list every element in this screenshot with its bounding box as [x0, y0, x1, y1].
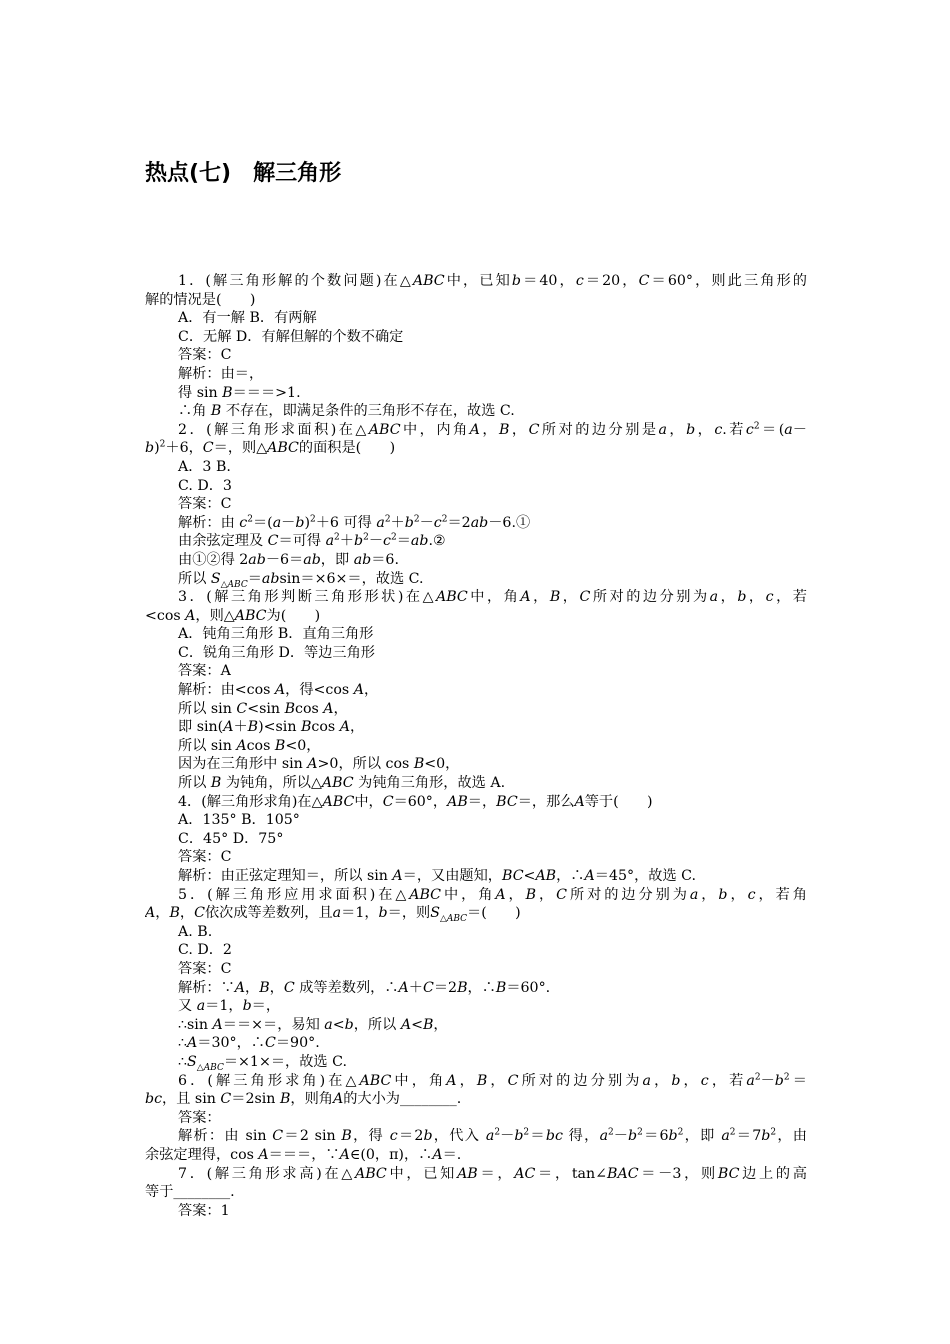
text-line: 余弦定理得，cos A＝＝＝，∵A∈(0，π)，∴A＝.: [145, 1146, 462, 1163]
text-line: 由①②得 2ab－6＝ab，即 ab＝6.: [178, 551, 399, 568]
text-line: 所以 sin C<sin Bcos A，: [178, 700, 348, 717]
text-line: b)$^2$＋6，C＝，则△ABC的面积是( ): [145, 439, 396, 457]
text-line: <cos A，则△ABC为( ): [145, 607, 321, 624]
text-line: 等于________.: [145, 1184, 235, 1201]
text-line: C. D．2: [178, 942, 232, 959]
text-line: C．45° D．75°: [178, 830, 284, 847]
text-line: 解析：由<cos A，得<cos A，: [178, 682, 379, 699]
text-line: 答案：1: [178, 1202, 230, 1219]
text-line: 4．(解三角形求角)在△ABC中，C＝60°，AB＝，BC＝，那么A等于( ): [178, 793, 653, 810]
text-line: A．135° B．105°: [178, 812, 300, 829]
text-line: 所以 $S_{\triangle ABC}=absin=\times 6\times=$，故选 C.: [178, 570, 424, 589]
text-line: A．3 B.: [178, 458, 231, 475]
text-line: 答案：C: [178, 347, 232, 364]
text-line: 解析：由正弦定理知＝，所以 sin A＝，又由题知，BC<AB，∴A＝45°，故选 C.: [178, 868, 697, 884]
text-line: 即 sin(A＋B)<sin Bcos A，: [178, 719, 365, 736]
text-line: 答案：A: [178, 663, 231, 680]
text-line: 答案：C: [178, 960, 232, 977]
text-line: 答案：C: [178, 496, 232, 513]
text-line: A. B.: [178, 923, 213, 940]
text-line: A．有一解 B．有两解: [178, 310, 317, 327]
text-line: ∴sin A＝＝×＝，易知 a<b，所以 A<B，: [178, 1016, 448, 1033]
text-line: ∴A＝30°，∴C＝90°.: [178, 1035, 320, 1052]
text-line: 7．(解三角形求高)在△ABC中，已知AB＝，AC＝，tan∠BAC＝－3，则BC边上的高: [178, 1165, 807, 1182]
problem-list: [145, 272, 807, 1220]
text-line: 6．(解三角形求角)在△ABC中，角A，B，C所对的边分别为a，b，c，若$a^2-b^2=$: [178, 1071, 807, 1089]
text-line: 2．(解三角形求面积)在△ABC中，内角A，B，C所对的边分别是a，b，c.若$c^2=(a-$: [178, 421, 807, 438]
text-line: 3．(解三角形判断三角形形状)在△ABC中，角A，B，C所对的边分别为a，b，c，若: [178, 589, 807, 606]
text-line: 所以 B 为钝角，所以△ABC 为钝角三角形，故选 A.: [178, 775, 506, 792]
text-line: 解的情况是( ): [145, 291, 256, 308]
text-line: 答案：C: [178, 849, 232, 866]
text-line: 解析：∵A，B，C 成等差数列，∴A＋C＝2B，∴B＝60°.: [178, 979, 551, 996]
text-line: 1．(解三角形解的个数问题)在△ABC中，已知b＝40，c＝20，C＝60°，则此三角形的: [178, 273, 807, 289]
text-line: 所以 sin Acos B<0，: [178, 737, 321, 754]
text-line: 解析：由 $c^2=(a-b)^2+6$ 可得 $a^2+b^2-c^2=2ab-6.①$: [178, 513, 531, 531]
text-line: A，B，C依次成等差数列，且a＝1，b＝，则$S_{\triangle ABC}=$( ): [145, 905, 521, 923]
text-line: C．无解 D．有解但解的个数不确定: [178, 328, 404, 345]
text-line: 5．(解三角形应用求面积)在△ABC中，角A，B，C所对的边分别为a，b，c，若角: [178, 886, 807, 903]
page-title: 热点(七) 解三角形: [145, 161, 342, 186]
text-line: 得 sin B＝＝＝>1.: [178, 384, 301, 401]
text-line: bc，且 sin C＝2sin B，则角A的大小为________.: [145, 1091, 462, 1108]
text-line: C．锐角三角形 D．等边三角形: [178, 644, 375, 661]
text-line: 答案：: [178, 1109, 221, 1126]
text-line: 又 a＝1，b＝，: [178, 998, 281, 1015]
text-line: C. D．3: [178, 477, 232, 494]
text-line: A．钝角三角形 B．直角三角形: [178, 626, 374, 643]
text-line: 由余弦定理及 C＝可得 $a^2+b^2-c^2=ab.②$: [178, 532, 446, 550]
text-line: ∴角 B 不存在，即满足条件的三角形不存在，故选 C.: [178, 403, 515, 420]
text-line: 因为在三角形中 sin A>0，所以 cos B<0，: [178, 756, 460, 773]
text-line: 解析：由＝，: [178, 365, 264, 382]
text-line: $\therefore S_{\triangle ABC}=\times 1\times=$，故选 C.: [178, 1053, 347, 1072]
text-line: 解析：由 sin C＝2 sin B，得 c＝2b，代入 $a^2-b^2=bc$ 得，$a^2-b^2=6b^2$，即 $a^2=7b^2$，由: [178, 1127, 807, 1145]
